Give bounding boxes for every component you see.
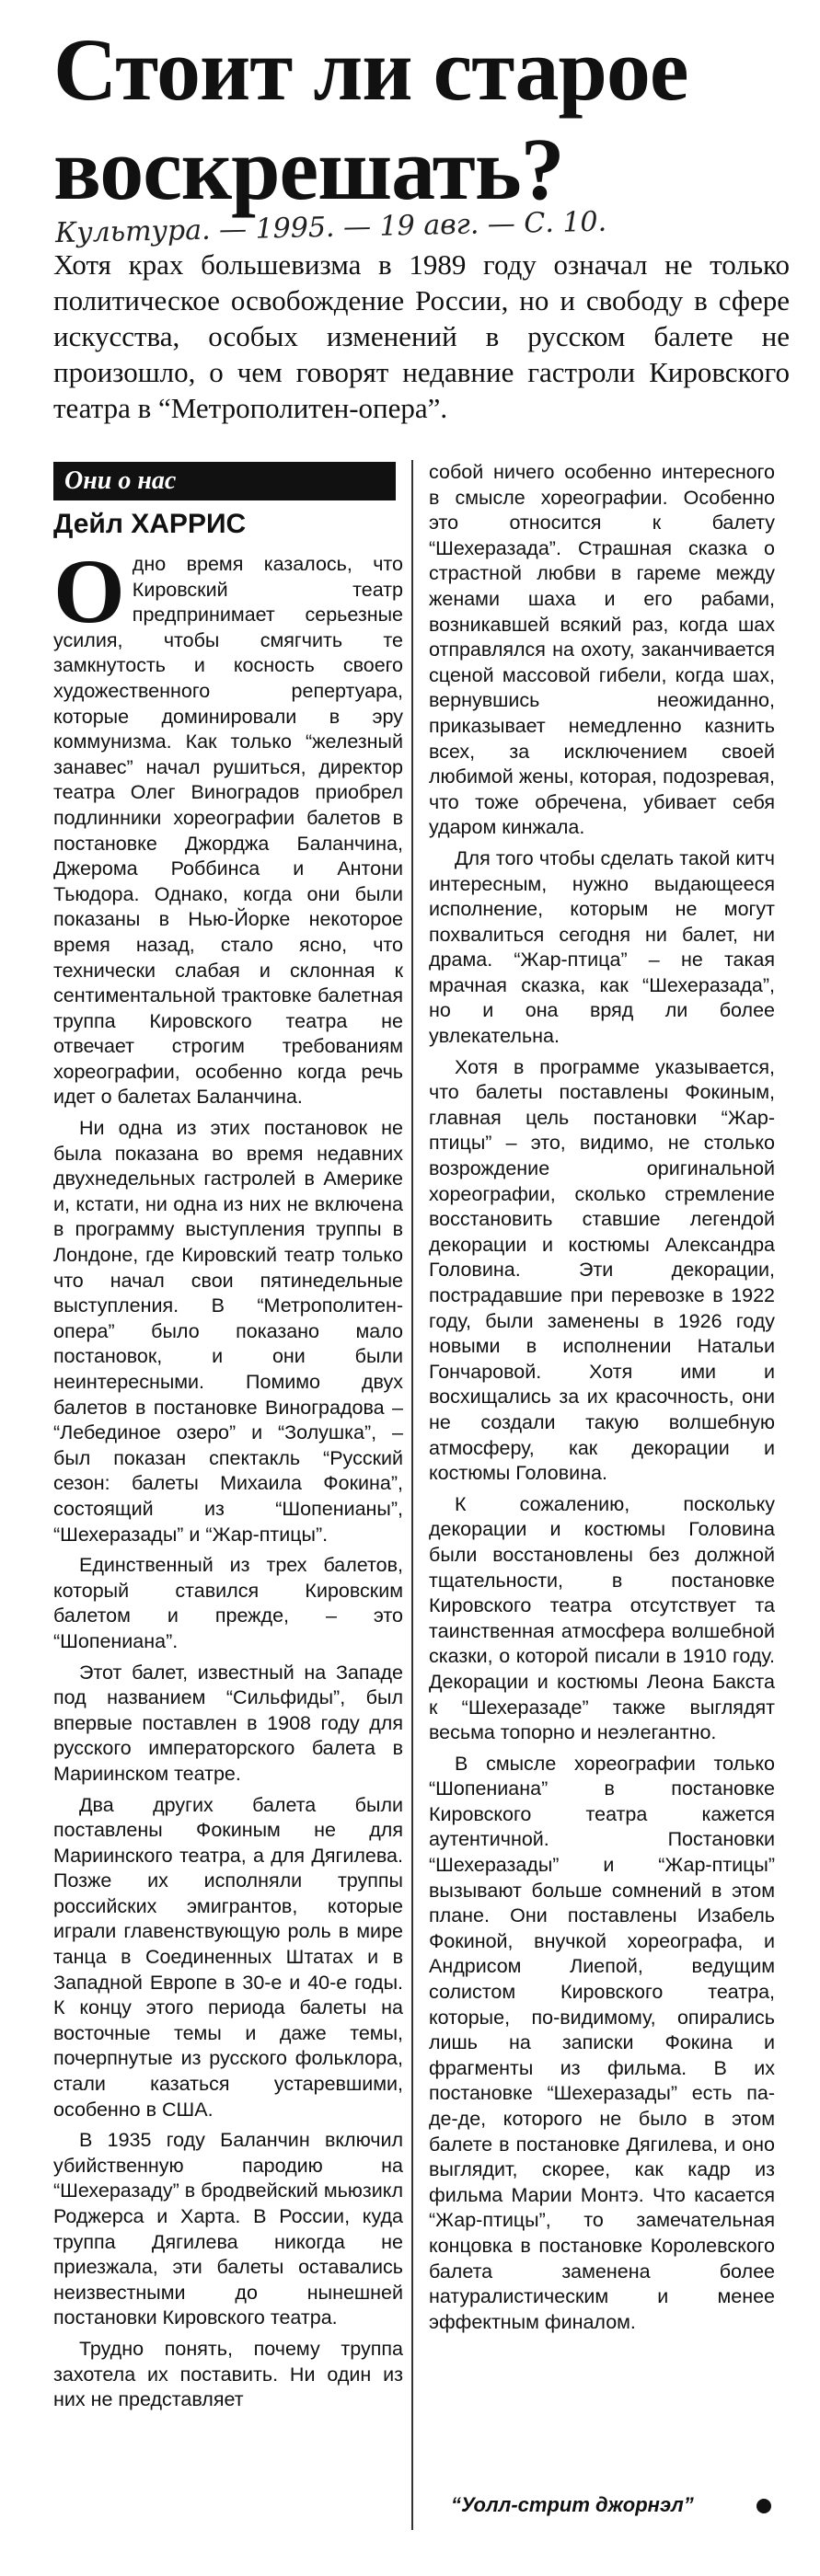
article-paragraph: Этот балет, известный на Западе под названием “Сильфиды”, был впервые поставлен в 1908 году для русского императорского балета в Мариинском театре.	[53, 1661, 403, 1785]
article-paragraph: В смысле хореографии только “Шопениана” в постановке Кировского театра кажется аутентичной. Постановки “Шехеразады” и “Жар-птицы” вызывают больше сомнений в этом плане. Они поставлены Изабель Фокиной, внучкой хореографа, и Андрисом Лиепой, ведущим солистом Кировского театра, которые, по-видимому, опирались лишь на записки Фокина и фрагменты из фильма. В их постановке “Шехеразады” есть па-де-де, которого не было в этом балете в постановке Дягилева, и оно выглядит, скорее, как кадр из фильма Марии Монтэ. Что касается “Жар-птицы”, то замечательная концовка в постановке Королевского балета заменена более натуралистическим и менее эффектным финалом.	[429, 1752, 775, 2333]
article-paragraph: собой ничего особенно интересного в смысле хореографии. Особенно это относится к балету “Шехеразада”. Страшная сказка о страстной любви в гареме между женами шаха и его рабами, возникавшей всякий раз, когда шах отправлялся на охоту, заканчивается сценой массовой гибели, когда шах, вернувшись неожиданно, приказывает немедленно казнить всех, за исключением своей любимой жены, которая, подозревая, что тоже обречена, убивает себя ударом кинжала.	[429, 461, 775, 839]
article-column-right	[429, 460, 775, 2340]
article-paragraph: Ни одна из этих постановок не была показана во время недавних двухнедельных гастролей в Америке и, кстати, ни одна из них не включена в программу выступления труппы в Лондоне, где Кировский театр только что начал свои пятинедельные выступления. В “Метрополитен-опера” было показано мало постановок, и они были неинтересными. Помимо двух балетов в постановке Виноградова – “Лебединое озеро” и “Золушка”, – был показан спектакль “Русский сезон: балеты Михаила Фокина”, состоящий из “Шопенианы”, “Шехеразады” и “Жар-птицы”.	[53, 1117, 403, 1546]
article-column-left	[53, 540, 403, 2419]
article-paragraph: Для того чтобы сделать такой китч интересным, нужно выдающееся исполнение, которым не могут похвалиться сегодня ни балет, ни драма. “Жар-птица” – не такая мрачная сказка, как “Шехеразада”, но и она вряд ли более увлекательна.	[429, 846, 775, 1048]
article-paragraph: В 1935 году Баланчин включил убийственную пародию на “Шехеразаду” в бродвейский мьюзикл Роджерса и Харта. В России, куда труппа Дягилева никогда не приезжала, эти балеты оставались неизвестными до нынешней постановки Кировского театра.	[53, 2129, 403, 2329]
author-name: Дейл ХАРРИС	[53, 509, 247, 539]
source-credit: “Уолл-стрит джорнэл”	[451, 2493, 694, 2516]
paragraph-text: дно время казалось, что Кировский театр предпринимает серьезные усилия, чтобы смягчить те замкнутость и косность своего художественного репертуара, которые доминировали в эру коммунизма. Как только “железный занавес” начал рушиться, директор театра Олег Виноградов приобрел подлинники хореографии балетов в постановке Джорджа Баланчина, Джерома Роббинса и Антони Тьюдора. Однако, когда они были показаны в Нью-Йорке некоторое время назад, стало ясно, что технически слабая и склонная к сентиментальной трактовке балетная труппа Кировского театра не отвечает строгим требованиям хореографии, особенно когда речь идет о балетах Баланчина.	[53, 553, 403, 1109]
drop-cap: О	[53, 540, 125, 642]
article-paragraph: Трудно понять, почему труппа захотела их поставить. Ни один из них не представляет	[53, 2337, 403, 2411]
rubric-label: Они о нас	[53, 462, 396, 500]
article-paragraph	[53, 540, 403, 1110]
handwritten-citation: Культура. — 1995. — 19 авг. — С. 10.	[54, 205, 607, 250]
end-bullet-icon	[756, 2499, 771, 2513]
article-paragraph: Два других балета были поставлены Фокиным не для Мариинского театра, а для Дягилева. Позже их исполняли труппы российских эмигрантов, которые играли главенствующую роль в мире танца в Соединенных Штатах и в Западной Европе в 30-е и 40-е годы. К концу этого периода балеты на восточные темы и даже темы, почерпнутые из русского фольклора, стали казаться устаревшими, особенно в США.	[53, 1793, 403, 2121]
lead-paragraph: Хотя крах большевизма в 1989 году означал не только политическое освобождение России, но и свободу в сфере искусства, особых изменений в русском балете не произошло, о чем говорят недавние гастроли Кировского театра в “Метрополитен-опера”.	[53, 248, 790, 424]
column-divider	[411, 460, 413, 2530]
article-paragraph: Единственный из трех балетов, который ставился Кировским балетом и прежде, – это “Шопениана”.	[53, 1554, 403, 1652]
article-paragraph: Хотя в программе указывается, что балеты поставлены Фокиным, главная цель постановки “Жар-птицы” – это, видимо, не столько возрождение оригинальной хореографии, сколько стремление восстановить ставшие легендой декорации и костюмы Александра Головина. Эти декорации, пострадавшие при перевозке в 1922 году, были заменены в 1926 году новыми в исполнении Натальи Гончаровой. Хотя ими и восхищались за их красочность, они не создали такую волшебную атмосферу, как декорации и костюмы Головина.	[429, 1055, 775, 1485]
headline: Стоит ли старое воскрешать?	[53, 20, 688, 218]
article-paragraph: К сожалению, поскольку декорации и костюмы Головина были восстановлены без должной тщательности, в постановке Кировского театра отсутствует та таинственная атмосфера волшебной сказки, о которой писали в 1910 году. Декорации и костюмы Леона Бакста к “Шехеразаде” также выглядят весьма топорно и неэлегантно.	[429, 1492, 775, 1744]
